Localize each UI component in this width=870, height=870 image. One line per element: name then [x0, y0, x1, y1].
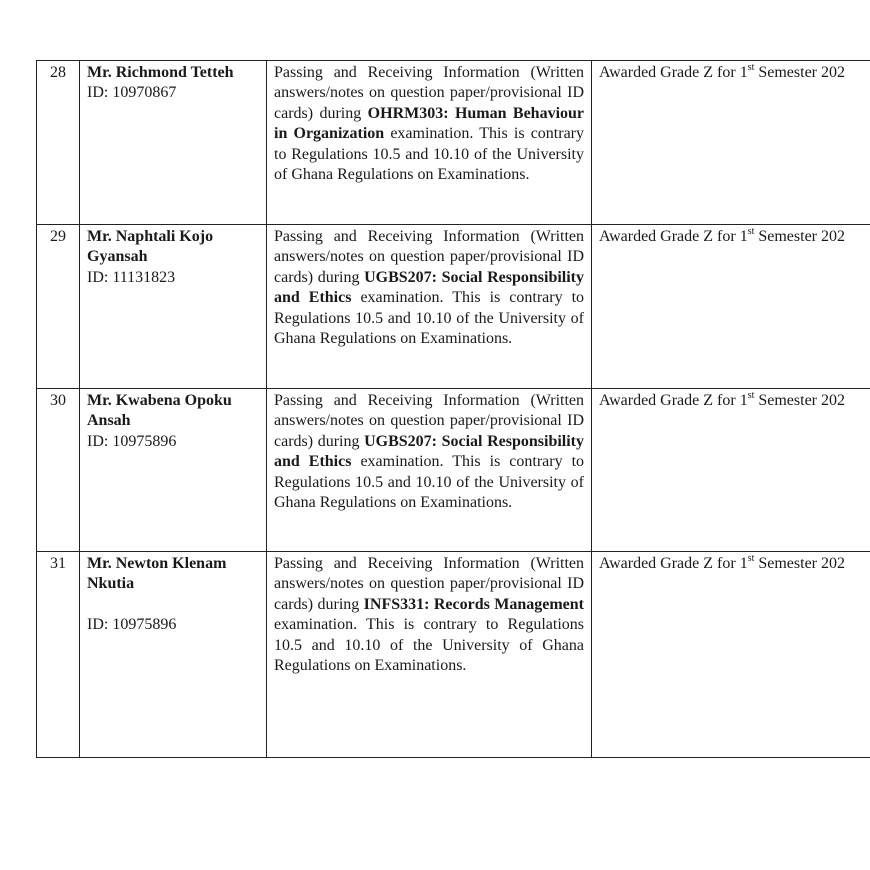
- table-row: [37, 389, 870, 552]
- sanction-text-end: Semester 202: [754, 392, 846, 409]
- student-id: ID: 10970867: [87, 84, 177, 102]
- student-name: Mr. Richmond Tetteh: [87, 64, 234, 81]
- student-name: Mr. Kwabena Opoku Ansah: [87, 392, 232, 430]
- sanction-ordinal: st: [747, 389, 755, 401]
- sanction-ordinal: st: [747, 552, 755, 564]
- row-number: 30: [37, 389, 80, 552]
- table-row: [37, 225, 870, 389]
- sanction-text-end: Semester 202: [754, 555, 846, 572]
- student-id: ID: 10975896: [87, 615, 177, 633]
- offence-text: Passing and Receiving Information (Written answers/notes on question paper/provisional ID cards) during: [274, 228, 584, 286]
- offence-cell: [267, 552, 592, 758]
- offence-text: Passing and Receiving Information (Written answers/notes on question paper/provisional ID cards) during: [274, 555, 584, 613]
- student-id: ID: 10975896: [87, 432, 177, 450]
- sanction-cell: [592, 61, 870, 225]
- sanction-text: Awarded Grade Z for 1: [599, 555, 748, 572]
- student-cell: [80, 552, 267, 758]
- course-title: INFS331: Records Management: [363, 595, 584, 613]
- row-number: 28: [37, 61, 80, 225]
- sanction-text-end: Semester 202: [754, 228, 846, 245]
- offence-text-end: examination. This is contrary to Regulations 10.5 and 10.10 of the University of Ghana Regulations on Examinations.: [274, 453, 585, 512]
- sanction-cell: [592, 552, 870, 758]
- table-row: [37, 61, 870, 225]
- sanction-text-end: Semester 202: [754, 64, 846, 81]
- offence-text-end: examination. This is contrary to Regulations 10.5 and 10.10 of the University of Ghana Regulations on Examinations.: [274, 125, 585, 184]
- sanctions-table: [36, 60, 870, 758]
- offence-text: Passing and Receiving Information (Written answers/notes on question paper/provisional ID cards) during: [274, 64, 584, 122]
- sanction-cell: [592, 389, 870, 552]
- student-id: ID: 11131823: [87, 268, 176, 286]
- student-cell: [80, 389, 267, 552]
- course-title: UGBS207: Social Responsibility and Ethics: [274, 432, 584, 471]
- sanction-text: Awarded Grade Z for 1: [599, 228, 748, 245]
- offence-cell: [267, 61, 592, 225]
- sanction-text: Awarded Grade Z for 1: [599, 64, 748, 81]
- student-cell: [80, 61, 267, 225]
- table-row: [37, 552, 870, 758]
- offence-text-end: examination. This is contrary to Regulations 10.5 and 10.10 of the University of Ghana Regulations on Examinations.: [274, 289, 585, 348]
- offence-text-end: examination. This is contrary to Regulations 10.5 and 10.10 of the University of Ghana Regulations on Examinations.: [274, 616, 584, 675]
- offence-cell: [267, 225, 592, 389]
- course-title: UGBS207: Social Responsibility and Ethics: [274, 268, 584, 307]
- student-cell: [80, 225, 267, 389]
- student-name: Mr. Naphtali Kojo Gyansah: [87, 228, 214, 266]
- offence-cell: [267, 389, 592, 552]
- sanction-ordinal: st: [747, 225, 755, 237]
- sanction-text: Awarded Grade Z for 1: [599, 392, 748, 409]
- row-number: 29: [37, 225, 80, 389]
- offence-text: Passing and Receiving Information (Written answers/notes on question paper/provisional ID cards) during: [274, 392, 584, 450]
- row-number: 31: [37, 552, 80, 758]
- sanction-cell: [592, 225, 870, 389]
- sanction-ordinal: st: [747, 61, 755, 73]
- course-title: OHRM303: Human Behaviour in Organization: [274, 104, 585, 143]
- student-name: Mr. Newton Klenam Nkutia: [87, 555, 227, 593]
